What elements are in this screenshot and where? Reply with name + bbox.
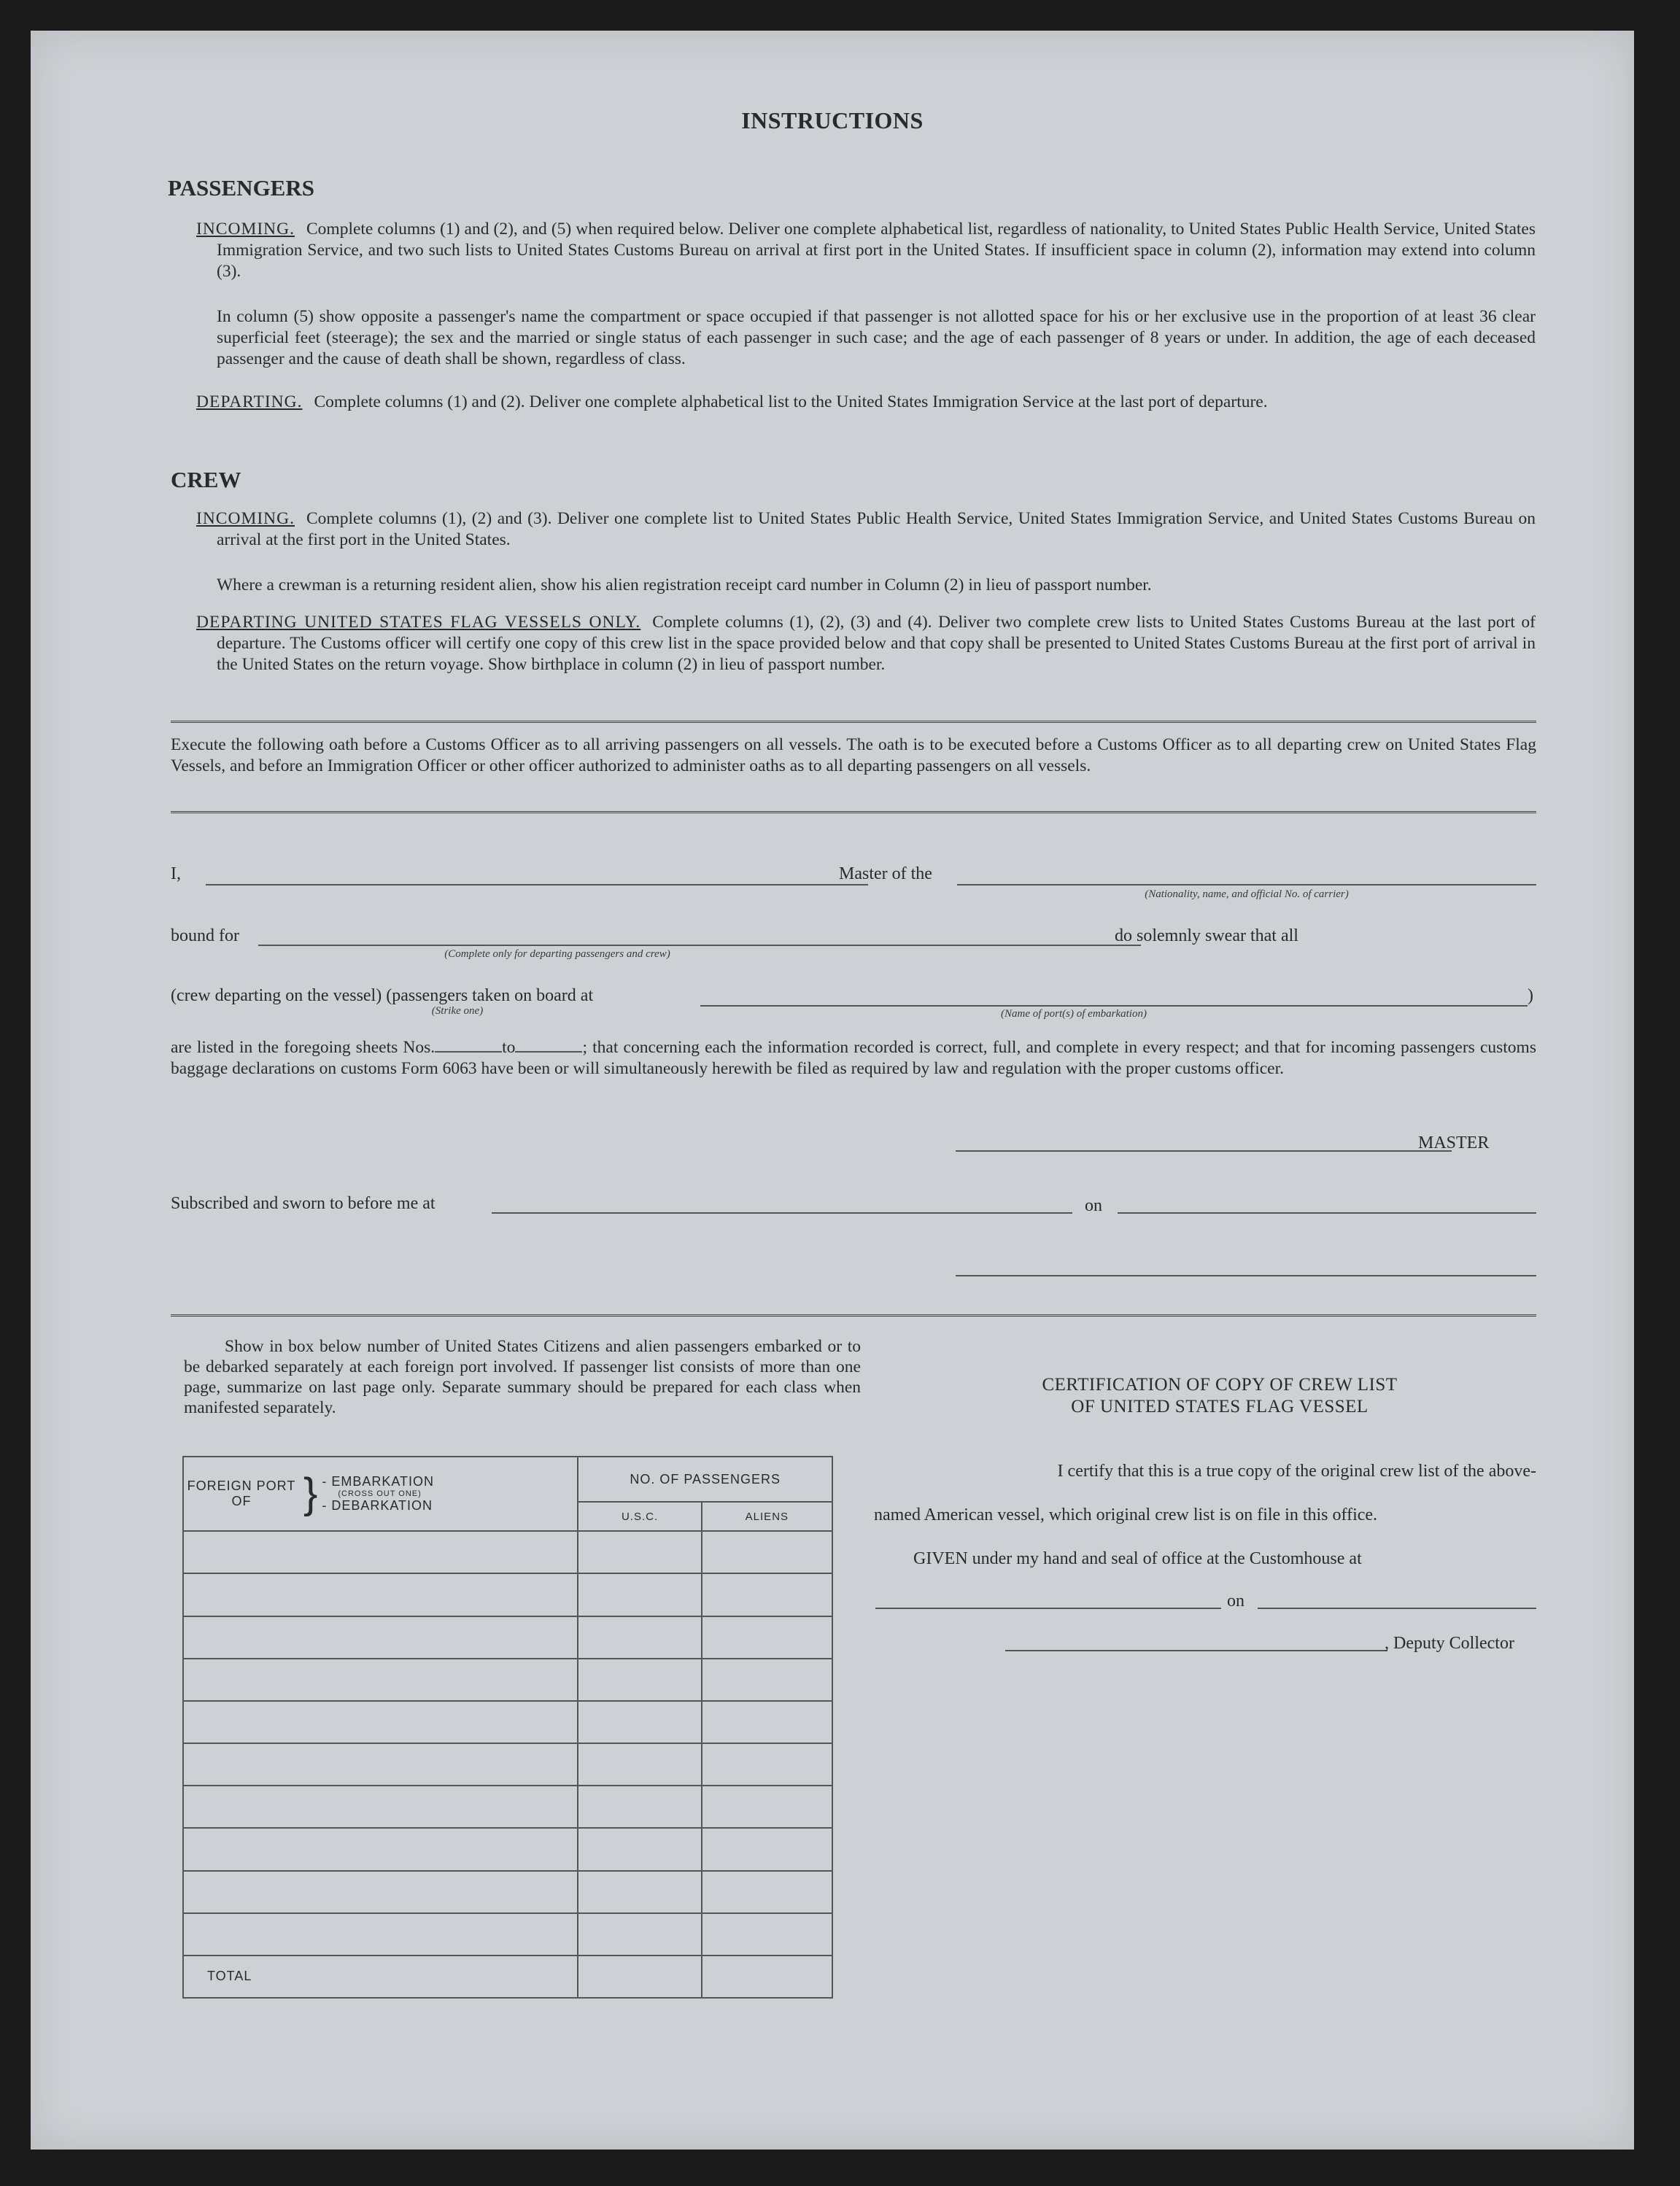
crew-incoming-paragraph <box>196 508 1536 551</box>
swear-label: do solemnly swear that all <box>1115 926 1298 945</box>
certification-text-1: I certify that this is a true copy of the original crew list of the above- <box>1057 1462 1536 1481</box>
sheet-to-field[interactable] <box>515 1038 582 1053</box>
deputy-collector-label: , Deputy Collector <box>1385 1634 1514 1653</box>
aliens-cell[interactable] <box>702 1786 832 1828</box>
aliens-cell[interactable] <box>702 1616 832 1659</box>
ports-caption: (Name of port(s) of embarkation) <box>1001 1008 1147 1020</box>
master-signature-field[interactable] <box>956 1150 1452 1152</box>
port-cell[interactable] <box>183 1659 578 1701</box>
subscribed-label: Subscribed and sworn to before me at <box>171 1194 436 1213</box>
crew-incoming-label: INCOMING. <box>196 509 295 528</box>
summary-instruction: Show in box below number of United States Citizens and alien passengers embarked or to be debarked separately at each foreign port involved. If passenger list consists of more than one page, summarize on last page only. Separate summary should be prepared for each class when manifested separately. <box>184 1337 861 1417</box>
certification-heading-line1: CERTIFICATION OF COPY OF CREW LIST <box>1042 1375 1398 1395</box>
port-cell[interactable] <box>183 1871 578 1913</box>
carrier-caption: (Nationality, name, and official No. of carrier) <box>1145 888 1349 900</box>
subscribed-place-field[interactable] <box>492 1212 1072 1214</box>
master-name-field[interactable] <box>206 884 868 885</box>
crew-resident-paragraph: Where a crewman is a returning resident alien, show his alien registration receipt card number in Column (2) in lieu of passport number. <box>217 575 1152 594</box>
passengers-incoming-label: INCOMING. <box>196 220 295 239</box>
port-cell[interactable] <box>183 1828 578 1870</box>
aliens-total-cell[interactable] <box>702 1956 832 1998</box>
aliens-cell[interactable] <box>702 1659 832 1701</box>
aliens-cell[interactable] <box>702 1573 832 1616</box>
crew-departing-paragraph <box>196 612 1536 675</box>
foreign-port-label: FOREIGN PORT OF <box>187 1478 296 1509</box>
customhouse-field[interactable] <box>875 1608 1221 1609</box>
aliens-cell[interactable] <box>702 1828 832 1870</box>
certification-date-field[interactable] <box>1258 1608 1536 1609</box>
usc-cell[interactable] <box>578 1743 701 1786</box>
usc-cell[interactable] <box>578 1828 701 1870</box>
listed-text-b: ; that concerning each the information recorded is correct, full, and complete in every respect; and that for incoming passengers customs baggage declarations on customs Form 6063 have been or will simultaneously herewith be filed as required by law and regulation with the proper customs officer. <box>171 1038 1536 1078</box>
close-paren: ) <box>1528 986 1533 1005</box>
usc-cell[interactable] <box>578 1701 701 1743</box>
form-sheet <box>31 31 1634 2150</box>
certification-heading-line2: OF UNITED STATES FLAG VESSEL <box>1071 1397 1369 1416</box>
certification-given: GIVEN under my hand and seal of office at the Customhouse at <box>913 1549 1362 1568</box>
officer-signature-field[interactable] <box>956 1275 1536 1276</box>
page-title: INSTRUCTIONS <box>741 107 924 133</box>
aliens-cell[interactable] <box>702 1871 832 1913</box>
bound-for-label: bound for <box>171 926 239 945</box>
port-cell[interactable] <box>183 1913 578 1956</box>
certification-heading <box>891 1374 1548 1418</box>
ports-field[interactable] <box>700 1005 1528 1007</box>
passengers-departing-label: DEPARTING. <box>196 392 303 411</box>
passenger-summary-table <box>182 1456 833 1999</box>
total-label: TOTAL <box>207 1969 252 1984</box>
subscribed-date-field[interactable] <box>1118 1212 1536 1214</box>
usc-cell[interactable] <box>578 1871 701 1913</box>
port-cell[interactable] <box>183 1616 578 1659</box>
port-cell[interactable] <box>183 1531 578 1573</box>
listed-paragraph <box>171 1037 1536 1080</box>
port-cell[interactable] <box>183 1573 578 1616</box>
master-label: MASTER <box>1418 1133 1490 1152</box>
bound-for-field[interactable] <box>258 945 1141 946</box>
certification-text-2: named American vessel, which original crew list is on file in this office. <box>874 1505 1378 1524</box>
total-row-label-cell <box>183 1956 578 1998</box>
listed-text-a: are listed in the foregoing sheets Nos. <box>171 1038 436 1057</box>
no-passengers-header: NO. OF PASSENGERS <box>578 1457 832 1502</box>
aliens-cell[interactable] <box>702 1913 832 1956</box>
passengers-incoming-paragraph <box>196 219 1536 282</box>
port-cell[interactable] <box>183 1701 578 1743</box>
usc-total-cell[interactable] <box>578 1956 701 1998</box>
usc-cell[interactable] <box>578 1786 701 1828</box>
embarkation-label: - EMBARKATION <box>322 1474 435 1489</box>
strike-caption: (Strike one) <box>431 1005 484 1017</box>
cross-out-note: (CROSS OUT ONE) <box>338 1489 422 1499</box>
divider <box>171 721 1536 723</box>
debarkation-label: - DEBARKATION <box>322 1498 433 1513</box>
deputy-signature-field[interactable] <box>1005 1650 1387 1651</box>
aliens-header: ALIENS <box>702 1502 832 1531</box>
divider <box>171 811 1536 813</box>
usc-cell[interactable] <box>578 1531 701 1573</box>
subscribed-on-label: on <box>1085 1196 1102 1215</box>
sheet-from-field[interactable] <box>435 1038 502 1053</box>
crew-heading: CREW <box>171 467 241 492</box>
master-of-label: Master of the <box>839 864 932 883</box>
passengers-column5-paragraph: In column (5) show opposite a passenger's name the compartment or space occupied if that passenger is not allotted space for his or her exclusive use in the proportion of at least 36 clear superficial feet (steerage); the sex and the married or single status of each passenger in such case; and the age of each passenger of 8 years or under. In addition, the age of each deceased passenger and the cause of death shall be shown, regardless of class. <box>217 307 1536 368</box>
oath-instruction: Execute the following oath before a Customs Officer as to all arriving passengers on all vessels. The oath is to be executed before a Customs Officer as to all departing crew on United States Flag Vessels, and before an Immigration Officer or other officer authorized to administer oaths as to all departing passengers on all vessels. <box>171 735 1536 775</box>
passengers-departing-text: Complete columns (1) and (2). Deliver one complete alphabetical list to the United States Immigration Service at the last port of departure. <box>314 392 1268 411</box>
departing-caption: (Complete only for departing passengers and crew) <box>444 948 670 960</box>
crew-incoming-text: Complete columns (1), (2) and (3). Deliver one complete list to United States Public Health Service, United States Immigration Service, and United States Customs Bureau on arrival at the first port in the United States. <box>217 509 1536 549</box>
usc-cell[interactable] <box>578 1659 701 1701</box>
usc-cell[interactable] <box>578 1616 701 1659</box>
foreign-port-header <box>183 1457 578 1531</box>
aliens-cell[interactable] <box>702 1531 832 1573</box>
passengers-heading: PASSENGERS <box>168 175 314 201</box>
crew-departing-label: DEPARTING UNITED STATES FLAG VESSELS ONLY. <box>196 613 641 632</box>
certification-on-label: on <box>1227 1592 1244 1611</box>
listed-to: to <box>502 1038 516 1057</box>
passengers-incoming-text: Complete columns (1) and (2), and (5) when required below. Deliver one complete alphabetical list, regardless of nationality, to United States Public Health Service, United States Immigration Service, and two such lists to United States Customs Bureau on arrival at first port in the United States. If insufficient space in column (2), information may extend into column (3). <box>217 220 1536 281</box>
carrier-field[interactable] <box>957 884 1536 885</box>
crew-passengers-label: (crew departing on the vessel) (passengers taken on board at <box>171 986 594 1005</box>
port-cell[interactable] <box>183 1743 578 1786</box>
brace-glyph: } <box>303 1470 318 1518</box>
oath-i-label: I, <box>171 864 181 883</box>
crew-departing-text: Complete columns (1), (2), (3) and (4). Deliver two complete crew lists to United States Customs Bureau at the last port of departure. The Customs officer will certify one copy of this crew list in the space provided below and that copy shall be presented to United States Customs Bureau at the first port of arrival in the United States on the return voyage. Show birthplace in column (2) in lieu of passport number. <box>217 613 1536 674</box>
divider <box>171 1314 1536 1317</box>
usc-cell[interactable] <box>578 1573 701 1616</box>
port-cell[interactable] <box>183 1786 578 1828</box>
aliens-cell[interactable] <box>702 1743 832 1786</box>
aliens-cell[interactable] <box>702 1701 832 1743</box>
usc-cell[interactable] <box>578 1913 701 1956</box>
usc-header: U.S.C. <box>578 1502 701 1531</box>
passengers-departing-paragraph <box>196 392 1536 413</box>
